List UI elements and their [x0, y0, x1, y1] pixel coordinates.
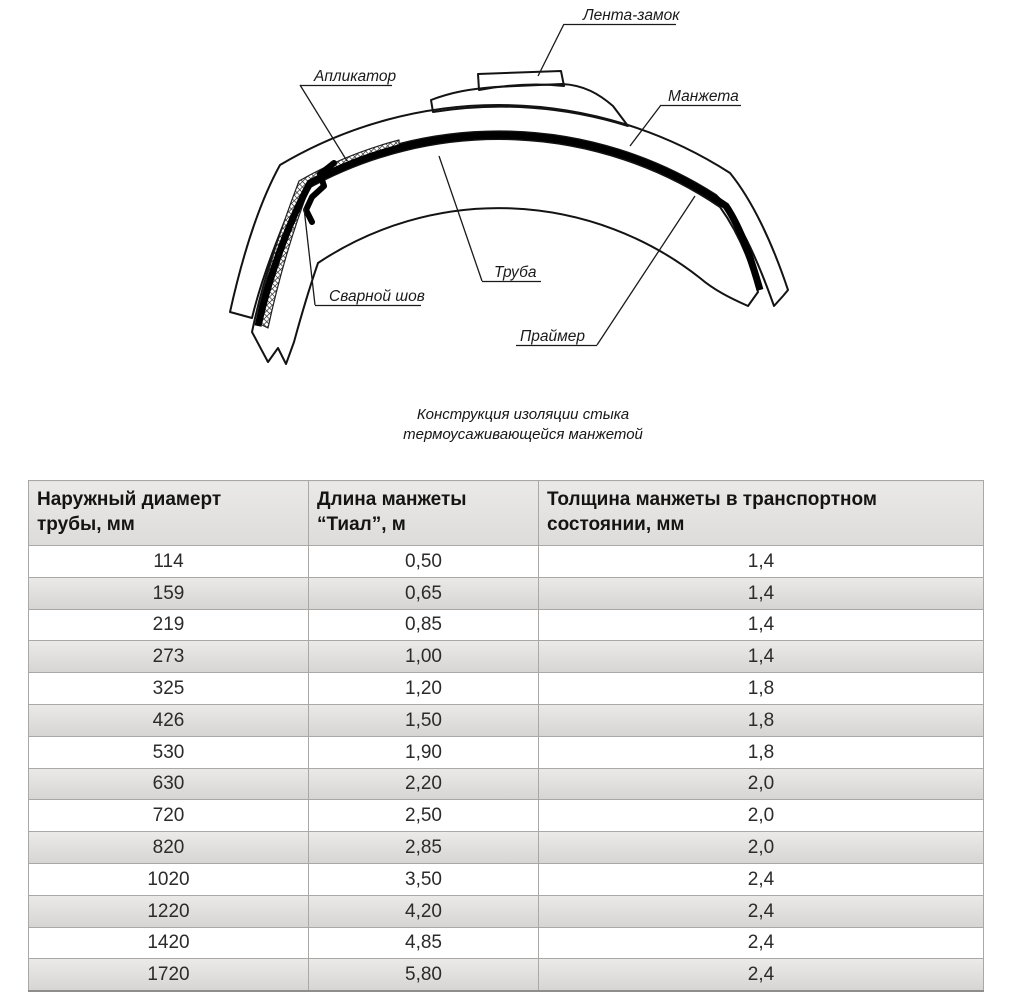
label-praymer: Праймер: [520, 328, 585, 345]
label-aplikator: Апликатор: [314, 68, 397, 85]
spec-table-container: [28, 480, 984, 992]
table-row: [29, 546, 984, 578]
cell-sleeve-length: 0,85: [309, 609, 539, 641]
spec-table-header: [29, 481, 984, 546]
table-row: [29, 673, 984, 705]
cell-sleeve-thickness: 1,8: [539, 704, 984, 736]
cell-sleeve-thickness: 2,0: [539, 832, 984, 864]
label-manzheta: Манжета: [668, 88, 739, 105]
table-row: [29, 704, 984, 736]
table-row: [29, 641, 984, 673]
header-row: [29, 481, 984, 546]
tape-lock-strip: [478, 71, 564, 90]
cell-sleeve-thickness: 2,0: [539, 800, 984, 832]
col-header-sleeve-thickness: [539, 481, 984, 546]
spec-table: [28, 480, 984, 992]
label-truba: Труба: [494, 264, 537, 281]
col-header-sleeve-thickness-line2: состоянии, мм: [547, 514, 685, 535]
cell-sleeve-length: 1,20: [309, 673, 539, 705]
table-row: [29, 609, 984, 641]
cell-outer-diameter: 530: [29, 736, 309, 768]
cell-outer-diameter: 720: [29, 800, 309, 832]
col-header-sleeve-length-line2: “Тиал”, м: [317, 514, 406, 535]
cell-outer-diameter: 630: [29, 768, 309, 800]
cell-outer-diameter: 325: [29, 673, 309, 705]
col-header-outer-diameter-line2: трубы, мм: [37, 514, 135, 535]
joint-insulation-diagram: [0, 0, 1011, 462]
cell-sleeve-thickness: 1,8: [539, 673, 984, 705]
cell-sleeve-length: 5,80: [309, 959, 539, 991]
cell-sleeve-length: 0,50: [309, 546, 539, 578]
col-header-outer-diameter: [29, 481, 309, 546]
cell-sleeve-length: 4,85: [309, 927, 539, 959]
cell-sleeve-length: 1,00: [309, 641, 539, 673]
cell-outer-diameter: 820: [29, 832, 309, 864]
cell-outer-diameter: 426: [29, 704, 309, 736]
cell-sleeve-length: 0,65: [309, 577, 539, 609]
cell-sleeve-thickness: 1,4: [539, 609, 984, 641]
cell-sleeve-length: 2,20: [309, 768, 539, 800]
col-header-sleeve-length: [309, 481, 539, 546]
label-lenta-zamok: Лента-замок: [583, 7, 680, 24]
cell-outer-diameter: 114: [29, 546, 309, 578]
table-row: [29, 863, 984, 895]
cell-outer-diameter: 219: [29, 609, 309, 641]
table-row: [29, 832, 984, 864]
col-header-outer-diameter-line1: Наружный диамерт: [37, 488, 222, 510]
cell-sleeve-thickness: 1,4: [539, 546, 984, 578]
col-header-sleeve-thickness-line1: Толщина манжеты в транспортном: [547, 488, 877, 510]
table-row: [29, 959, 984, 991]
figure-caption-line2: термоусаживающейся манжетой: [403, 426, 643, 443]
cell-outer-diameter: 1720: [29, 959, 309, 991]
cell-sleeve-thickness: 1,4: [539, 641, 984, 673]
cell-sleeve-thickness: 2,4: [539, 959, 984, 991]
table-row: [29, 800, 984, 832]
table-row: [29, 577, 984, 609]
cell-sleeve-length: 1,90: [309, 736, 539, 768]
cell-sleeve-length: 3,50: [309, 863, 539, 895]
spec-table-body: [29, 546, 984, 991]
cell-outer-diameter: 1220: [29, 895, 309, 927]
table-row: [29, 736, 984, 768]
cell-sleeve-thickness: 1,4: [539, 577, 984, 609]
table-row: [29, 895, 984, 927]
leader-lenta-zamok: [538, 24, 564, 76]
sleeve-closure-flap: [431, 84, 628, 126]
cell-sleeve-length: 2,50: [309, 800, 539, 832]
cell-outer-diameter: 159: [29, 577, 309, 609]
leader-manzheta: [630, 105, 661, 146]
cell-sleeve-thickness: 2,4: [539, 895, 984, 927]
cell-outer-diameter: 1420: [29, 927, 309, 959]
cell-outer-diameter: 1020: [29, 863, 309, 895]
cell-sleeve-length: 2,85: [309, 832, 539, 864]
table-row: [29, 927, 984, 959]
cell-sleeve-length: 1,50: [309, 704, 539, 736]
leader-praymer: [597, 196, 695, 345]
cell-sleeve-thickness: 2,4: [539, 927, 984, 959]
label-svarnoy-shov: Сварной шов: [329, 288, 425, 305]
figure-caption-line1: Конструкция изоляции стыка: [416, 406, 630, 423]
col-header-sleeve-length-line1: Длина манжеты: [317, 488, 467, 510]
cell-sleeve-thickness: 1,8: [539, 736, 984, 768]
cell-sleeve-thickness: 2,4: [539, 863, 984, 895]
cell-sleeve-thickness: 2,0: [539, 768, 984, 800]
leader-truba: [439, 156, 482, 281]
table-row: [29, 768, 984, 800]
cell-outer-diameter: 273: [29, 641, 309, 673]
cell-sleeve-length: 4,20: [309, 895, 539, 927]
